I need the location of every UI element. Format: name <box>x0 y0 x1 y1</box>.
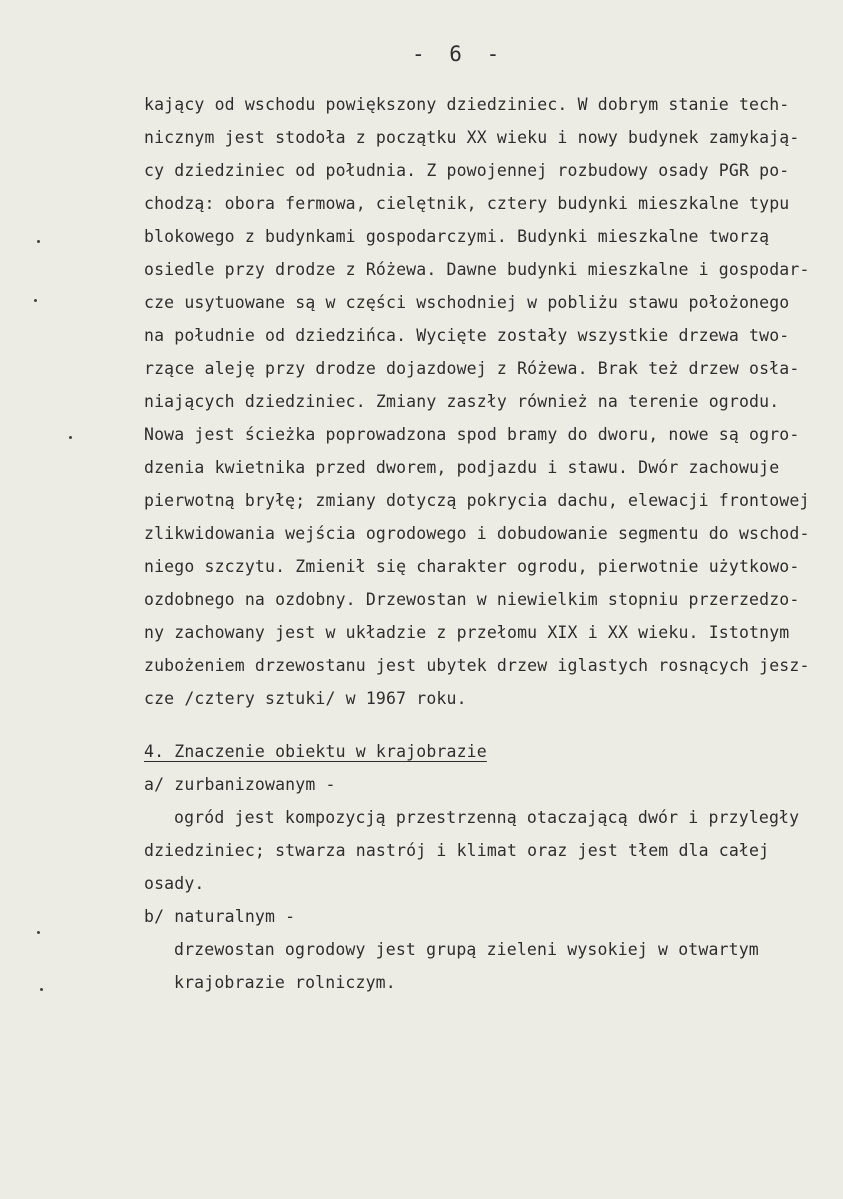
text-line: pierwotną bryłę; zmiany dotyczą pokrycia dachu, elewacji frontowej <box>144 491 810 510</box>
text-line: chodzą: obora fermowa, cielętnik, cztery budynki mieszkalne typu <box>144 194 790 213</box>
text-line: cze /cztery sztuki/ w 1967 roku. <box>144 689 467 708</box>
margin-speck <box>37 240 40 243</box>
text-line: drzewostan ogrodowy jest grupą zieleni wysokiej w otwartym <box>174 940 759 959</box>
text-line: ogród jest kompozycją przestrzenną otaczającą dwór i przyległy <box>174 808 800 827</box>
text-line: kający od wschodu powiększony dziedziniec. W dobrym stanie tech- <box>144 95 790 114</box>
text-line: niających dziedziniec. Zmiany zaszły również na terenie ogrodu. <box>144 392 780 411</box>
text-line: zubożeniem drzewostanu jest ubytek drzew iglastych rosnących jesz- <box>144 656 810 675</box>
section-heading: 4. Znaczenie obiektu w krajobrazie <box>144 742 487 761</box>
text-line: osady. <box>144 874 205 893</box>
margin-speck <box>40 988 43 991</box>
text-line: dzenia kwietnika przed dworem, podjazdu i stawu. Dwór zachowuje <box>144 458 780 477</box>
text-line: na południe od dziedzińca. Wycięte zostały wszystkie drzewa two- <box>144 326 790 345</box>
text-line: osiedle przy drodze z Różewa. Dawne budynki mieszkalne i gospodar- <box>144 260 810 279</box>
margin-speck <box>69 436 72 439</box>
document-body <box>144 88 834 999</box>
margin-speck <box>34 299 37 302</box>
subsection-label-a: a/ zurbanizowanym - <box>144 775 336 794</box>
margin-speck <box>37 931 40 934</box>
text-line: rzące aleję przy drodze dojazdowej z Różewa. Brak też drzew osła- <box>144 359 800 378</box>
text-line: Nowa jest ścieżka poprowadzona spod bramy do dworu, nowe są ogro- <box>144 425 800 444</box>
text-line: nicznym jest stodoła z początku XX wieku i nowy budynek zamykają- <box>144 128 800 147</box>
paragraph <box>144 88 834 715</box>
section-4 <box>144 735 834 999</box>
text-line: krajobrazie rolniczym. <box>174 973 396 992</box>
text-line: niego szczytu. Zmienił się charakter ogrodu, pierwotnie użytkowo- <box>144 557 800 576</box>
text-line: cy dziedziniec od południa. Z powojennej rozbudowy osady PGR po- <box>144 161 790 180</box>
text-line: ozdobnego na ozdobny. Drzewostan w niewielkim stopniu przerzedzo- <box>144 590 800 609</box>
text-line: dziedziniec; stwarza nastrój i klimat oraz jest tłem dla całej <box>144 841 770 860</box>
subsection-label-b: b/ naturalnym - <box>144 907 296 926</box>
text-line: blokowego z budynkami gospodarczymi. Budynki mieszkalne tworzą <box>144 227 770 246</box>
text-line: ny zachowany jest w układzie z przełomu XIX i XX wieku. Istotnym <box>144 623 790 642</box>
page-number: - 6 - <box>412 42 506 66</box>
text-line: cze usytuowane są w części wschodniej w pobliżu stawu położonego <box>144 293 790 312</box>
text-line: zlikwidowania wejścia ogrodowego i dobudowanie segmentu do wschod- <box>144 524 810 543</box>
